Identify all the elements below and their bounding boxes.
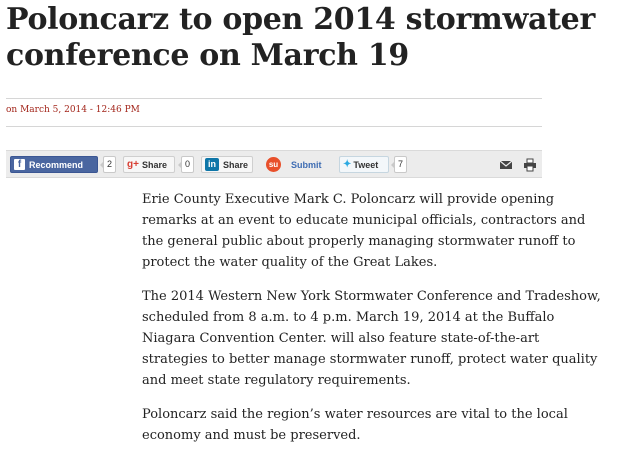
google-plus-icon: g+ bbox=[127, 159, 139, 170]
linkedin-icon: in bbox=[205, 158, 219, 171]
google-plus-share-button[interactable] bbox=[123, 156, 175, 173]
article-body bbox=[142, 189, 602, 459]
linkedin-share-button[interactable] bbox=[201, 156, 253, 173]
divider bbox=[6, 126, 542, 127]
email-button[interactable] bbox=[499, 157, 513, 171]
facebook-recommend-label: Recommend bbox=[29, 159, 84, 170]
envelope-icon bbox=[499, 158, 513, 172]
facebook-icon: f bbox=[14, 159, 25, 170]
article-headline: Poloncarz to open 2014 stormwater conference on March 19 bbox=[6, 2, 595, 73]
twitter-icon: ✦ bbox=[343, 159, 352, 170]
google-plus-count: 0 bbox=[181, 156, 194, 173]
article-paragraph: Poloncarz said the region’s water resources are vital to the local economy and must be preserved. bbox=[142, 407, 568, 443]
article-paragraph: Erie County Executive Mark C. Poloncarz will provide opening remarks at an event to educate municipal officials, contractors and the general public about properly managing stormwater runoff to protect the water quality of the Great Lakes. bbox=[142, 192, 586, 270]
stumbleupon-submit-button[interactable] bbox=[264, 156, 334, 173]
stumbleupon-submit-label: Submit bbox=[291, 159, 322, 170]
article-paragraph: The 2014 Western New York Stormwater Conference and Tradeshow, scheduled from 8 a.m. to 4 p.m. March 19, 2014 at the Buffalo Niagara Convention Center. will also feature state-of-the-art strategies to better manage stormwater runoff, protect water quality and meet state regulatory requirements. bbox=[142, 289, 601, 388]
twitter-tweet-button[interactable] bbox=[339, 156, 389, 173]
article-dateline: on March 5, 2014 - 12:46 PM bbox=[6, 105, 140, 115]
twitter-tweet-label: Tweet bbox=[353, 159, 379, 170]
stumbleupon-icon: su bbox=[266, 157, 281, 172]
share-bar bbox=[6, 150, 542, 178]
print-button[interactable] bbox=[523, 157, 537, 171]
linkedin-share-label: Share bbox=[223, 159, 249, 170]
facebook-count: 2 bbox=[103, 156, 116, 173]
divider bbox=[6, 98, 542, 99]
printer-icon bbox=[523, 158, 537, 172]
twitter-count: 7 bbox=[394, 156, 407, 173]
facebook-recommend-button[interactable] bbox=[10, 156, 98, 173]
google-plus-share-label: Share bbox=[141, 159, 167, 170]
